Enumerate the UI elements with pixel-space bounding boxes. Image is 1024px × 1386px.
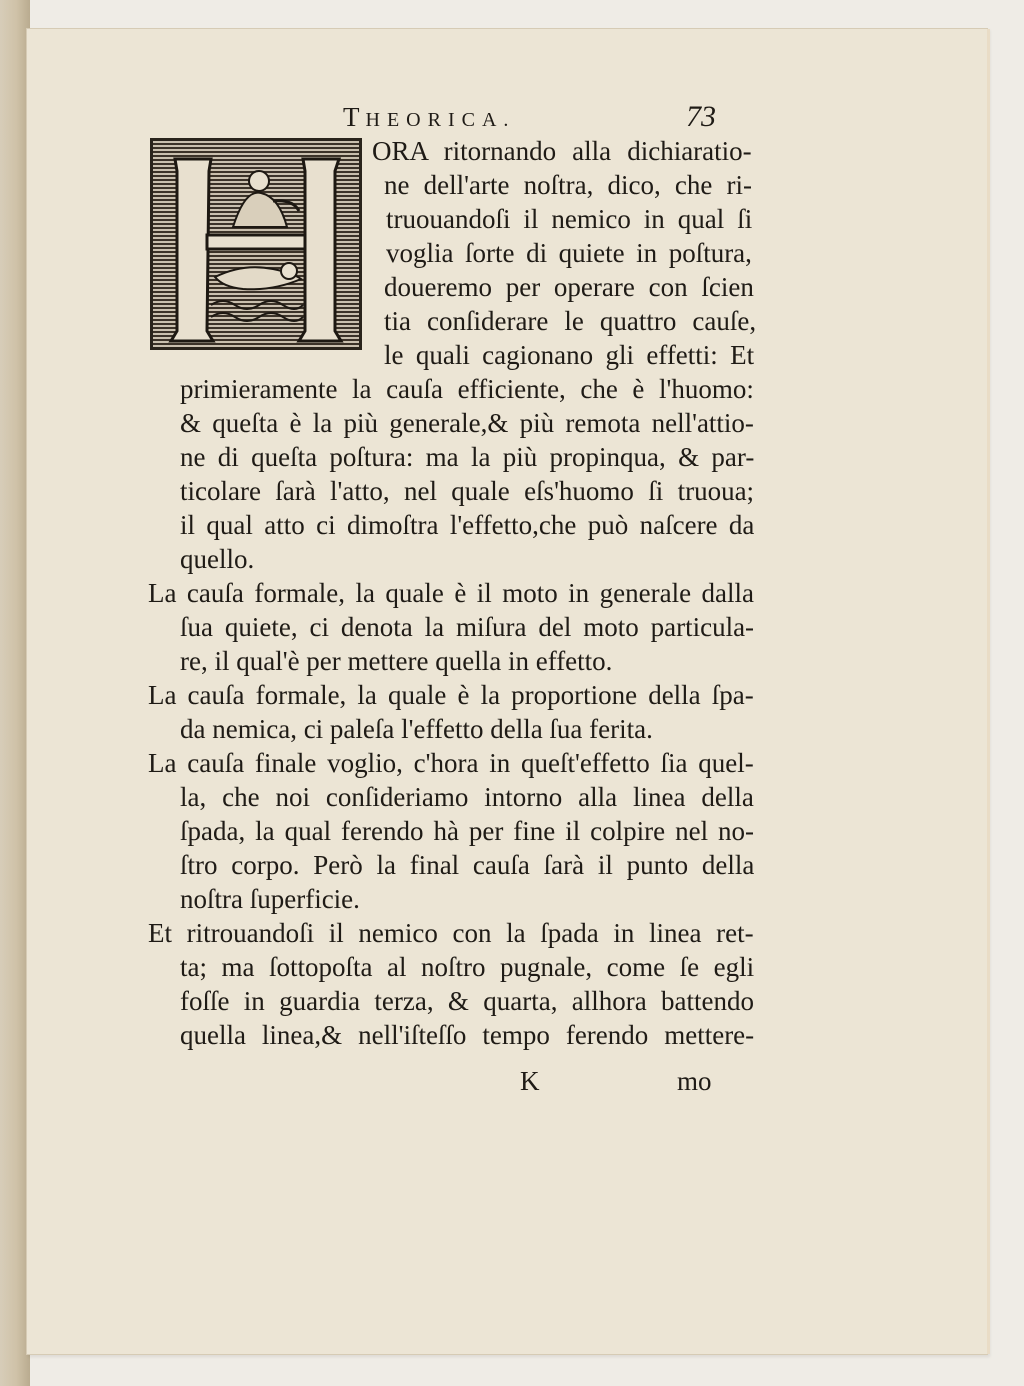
running-head [343,102,515,133]
text-line: re, il qual'è per mettere quella in effetto. [180,646,613,676]
text-line: ne dell'arte noſtra, dico, che ri- [384,170,752,200]
text-line: ta; ma ſottopoſta al noſtro pugnale, come ſe egli [180,952,755,982]
page-number: 73 [686,100,716,133]
text-line: le quali cagionano gli effetti: Et [384,340,755,370]
text-line: la, che noi conſideriamo intorno alla linea della [180,782,754,812]
woodcut-initial-h [150,138,362,350]
text-line: Et ritrouandoſi il nemico con la ſpada in linea ret- [148,918,754,948]
text-line: & queſta è la più generale,& più remota nell'attio- [180,408,754,438]
text-line: truouandoſi il nemico in qual ſi [386,204,753,234]
text-line: tia conſiderare le quattro cauſe, [384,306,757,336]
text-line: noſtra ſuperficie. [180,884,360,914]
text-line: La cauſa formale, la quale è la proportione della ſpa- [148,680,754,710]
text-line: primieramente la cauſa efficiente, che è l'huomo: [180,374,754,404]
text-line: La cauſa formale, la quale è il moto in generale dalla [148,578,754,608]
text-line: La cauſa finale voglio, c'hora in queſt'effetto ſia quel- [148,748,754,778]
running-head-rest: HEORICA. [365,109,516,131]
text-line: ſtro corpo. Però la final cauſa ſarà il punto della [180,850,755,880]
text-line: ORA ritornando alla dichiaratio- [372,136,752,166]
text-line: il qual atto ci dimoſtra l'effetto,che può naſcere da [180,510,755,540]
catchword: mo [677,1066,712,1096]
woodcut-illustration [153,141,359,347]
text-line: doueremo per operare con ſcien [384,272,754,302]
running-head-first-letter: T [343,102,366,132]
text-line: ſua quiete, ci denota la miſura del moto particula- [180,612,755,642]
text-line: ſpada, la qual ferendo hà per fine il colpire nel no- [180,816,755,846]
text-line: quello. [180,544,255,574]
signature-mark: K [520,1066,540,1096]
text-line: da nemica, ci paleſa l'effetto della ſua ferita. [180,714,653,744]
text-line: ne di queſta poſtura: ma la più propinqua, & par- [180,442,755,472]
text-line: foſſe in guardia terza, & quarta, allhora battendo [180,986,755,1016]
text-line: voglia ſorte di quiete in poſtura, [386,238,752,268]
text-line: quella linea,& nell'iſteſſo tempo ferendo mettere- [180,1020,755,1050]
text-line: ticolare ſarà l'atto, nel quale eſs'huomo ſi truoua; [180,476,755,506]
